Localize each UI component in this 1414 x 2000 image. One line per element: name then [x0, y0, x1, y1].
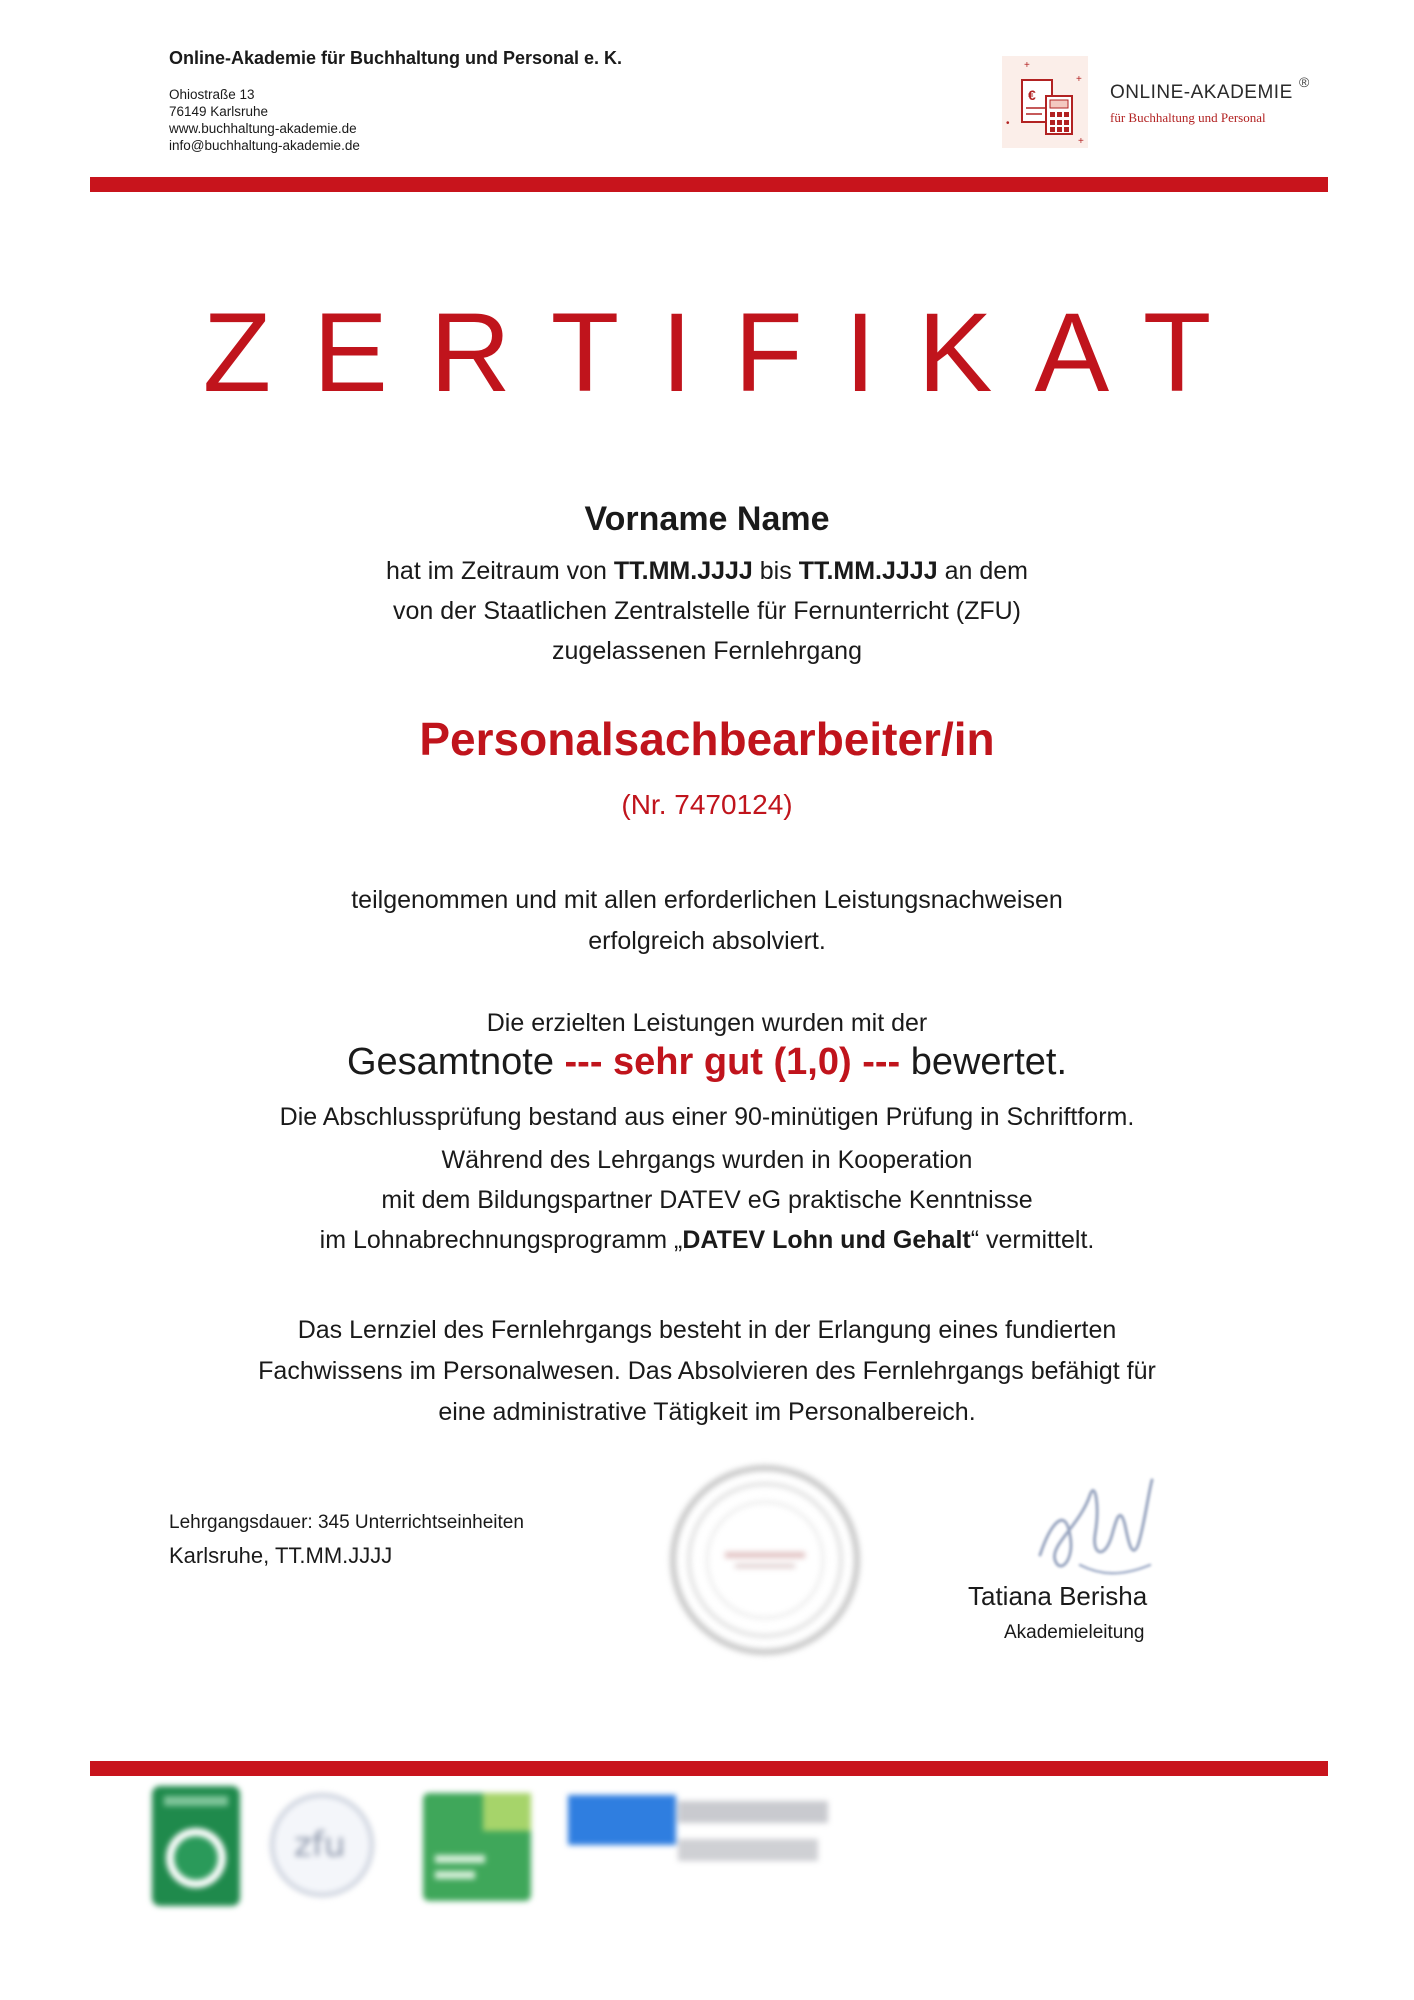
completion-line: erfolgreich absolviert. [588, 927, 826, 955]
period-from: TT.MM.JJJJ [613, 557, 753, 585]
address-street: Ohiostraße 13 [169, 87, 255, 102]
address-email: info@buchhaltung-akademie.de [169, 138, 360, 153]
course-number: (Nr. 7470124) [621, 789, 793, 820]
svg-text:zfu: zfu [294, 1825, 346, 1865]
top-divider-bar [90, 177, 1328, 192]
organization-name: Online-Akademie für Buchhaltung und Personal e. K. [169, 48, 623, 68]
grade-suffix: bewertet. [900, 1041, 1068, 1083]
period-line [0, 551, 1414, 591]
academy-seal-stamp [665, 1460, 865, 1660]
learning-goal-line-1: Das Lernziel des Fernlehrgangs besteht in der Erlangung eines fundierten [297, 1316, 1117, 1344]
datev-education-partner-icon [423, 1793, 531, 1901]
course-title: Personalsachbearbeiter/in [419, 713, 995, 765]
period-to: TT.MM.JJJJ [798, 557, 938, 585]
admitted-line: zugelassenen Fernlehrgang [552, 637, 862, 665]
learning-goal-line-3: eine administrative Tätigkeit im Personalbereich. [438, 1398, 976, 1426]
grade-value: --- sehr gut (1,0) --- [564, 1041, 901, 1083]
logo-title: ONLINE-AKADEMIE [1110, 82, 1293, 103]
handwritten-signature [1020, 1465, 1170, 1595]
place-and-date: Karlsruhe, TT.MM.JJJJ [169, 1543, 393, 1568]
registered-mark: ® [1299, 74, 1310, 90]
svg-text:+: + [1076, 74, 1082, 85]
software-name: DATEV Lohn und Gehalt [682, 1226, 971, 1254]
course-duration: Lehrgangsdauer: 345 Unterrichtseinheiten [169, 1512, 524, 1533]
sap-education-partner-icon [568, 1795, 868, 1875]
exam-line: Die Abschlussprüfung bestand aus einer 90-minütigen Prüfung in Schriftform. [279, 1103, 1135, 1131]
academy-logo [1002, 54, 1322, 154]
certificate-title: ZERTIFIKAT [202, 290, 1254, 415]
bottom-divider-bar [90, 1761, 1328, 1776]
grade-prefix: Gesamtnote [346, 1041, 565, 1083]
svg-text:€: € [1028, 87, 1036, 103]
organization-address [169, 86, 360, 154]
zfu-seal-icon [262, 1790, 382, 1900]
cooperation-line: Während des Lehrgangs wurden in Kooperation [441, 1146, 973, 1174]
zfu-line: von der Staatlichen Zentralstelle für Fernunterricht (ZFU) [392, 597, 1021, 625]
performance-line: Die erzielten Leistungen wurden mit der [486, 1009, 928, 1037]
address-city: 76149 Karlsruhe [169, 104, 269, 119]
calculator-document-icon [1002, 56, 1088, 148]
period-suffix: an dem [937, 557, 1028, 585]
signer-role: Akademieleitung [1004, 1622, 1145, 1643]
svg-text:+: + [1078, 136, 1084, 147]
payroll-software-line [0, 1220, 1414, 1260]
dekra-certification-badge-icon [152, 1786, 240, 1906]
datev-partner-line: mit dem Bildungspartner DATEV eG praktische Kenntnisse [381, 1186, 1033, 1214]
software-prefix: im Lohnabrechnungsprogramm „ [319, 1226, 683, 1254]
period-prefix: hat im Zeitraum von [386, 557, 614, 585]
period-middle: bis [752, 557, 799, 585]
overall-grade-line [0, 1041, 1414, 1084]
software-suffix: “ vermittelt. [970, 1226, 1095, 1254]
signer-name: Tatiana Berisha [968, 1581, 1148, 1611]
learning-goal-line-2: Fachwissens im Personalwesen. Das Absolvieren des Fernlehrgangs befähigt für [258, 1357, 1156, 1385]
participation-line: teilgenommen und mit allen erforderlichen Leistungsnachweisen [351, 886, 1063, 914]
recipient-name: Vorname Name [584, 500, 830, 538]
svg-text:+: + [1024, 60, 1030, 71]
address-website: www.buchhaltung-akademie.de [169, 121, 357, 136]
svg-text:•: • [1006, 118, 1010, 129]
logo-subtitle: für Buchhaltung und Personal [1110, 110, 1266, 125]
